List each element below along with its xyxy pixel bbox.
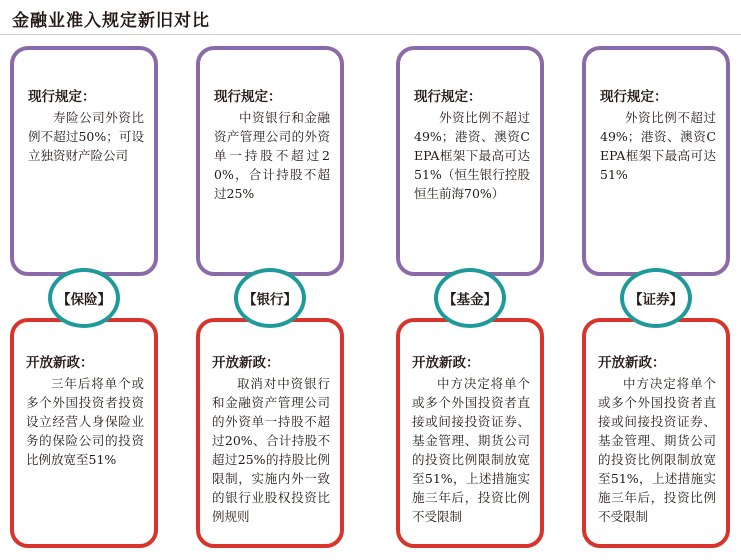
new-policy-label: 开放新政：	[26, 355, 94, 371]
category-label: 【基金】	[443, 292, 497, 308]
new-policy-card-insurance	[10, 318, 158, 548]
current-rule-label: 现行规定：	[214, 89, 282, 105]
new-policy-card-funds	[396, 318, 544, 548]
current-rule-card-banking	[196, 46, 344, 276]
category-label: 【银行】	[243, 292, 297, 308]
category-label: 【保险】	[57, 292, 111, 308]
current-rule-text: 寿险公司外资比例不超过50%；可设立独资财产险公司	[28, 110, 144, 163]
new-policy-text: 中方决定将单个或多个外国投资者直接或间接投资证券、基金管理、期货公司的投资比例限制放宽至51%，上述措施实施三年后，投资比例不受限制	[598, 376, 716, 524]
category-badge-securities	[620, 268, 692, 328]
current-rule-text: 中资银行和金融资产管理公司的外资单一持股不超过20%，合计持股不超过25%	[214, 110, 330, 201]
current-rule-card-insurance	[10, 46, 158, 276]
new-policy-label: 开放新政：	[212, 355, 280, 371]
current-rule-text: 外资比例不超过49%；港资、澳资CEPA框架下最高可达51%	[600, 110, 716, 182]
current-rule-label: 现行规定：	[414, 89, 482, 105]
category-label: 【证券】	[629, 292, 683, 308]
column-securities	[582, 0, 730, 560]
category-badge-banking	[234, 268, 306, 328]
category-badge-funds	[434, 268, 506, 328]
new-policy-text: 取消对中资银行和金融资产管理公司的外资单一持股不超过20%、合计持股不超过25%的持股比例限制，实施内外一致的银行业股权投资比例规则	[212, 376, 330, 524]
current-rule-text: 外资比例不超过49%；港资、澳资CEPA框架下最高可达51%（恒生银行控股恒生前海70%）	[414, 110, 530, 201]
new-policy-label: 开放新政：	[412, 355, 480, 371]
current-rule-card-funds	[396, 46, 544, 276]
column-insurance	[10, 0, 158, 560]
current-rule-label: 现行规定：	[28, 89, 96, 105]
column-funds	[396, 0, 544, 560]
page-title: 金融业准入规定新旧对比	[12, 11, 210, 31]
current-rule-label: 现行规定：	[600, 89, 668, 105]
column-banking	[196, 0, 344, 560]
new-policy-text: 中方决定将单个或多个外国投资者直接或间接投资证券、基金管理、期货公司的投资比例限制放宽至51%，上述措施实施三年后，投资比例不受限制	[412, 376, 530, 524]
current-rule-card-securities	[582, 46, 730, 276]
new-policy-card-securities	[582, 318, 730, 548]
new-policy-text: 三年后将单个或多个外国投资者投资设立经营人身保险业务的保险公司的投资比例放宽至51%	[26, 376, 144, 467]
category-badge-insurance	[48, 268, 120, 328]
new-policy-card-banking	[196, 318, 344, 548]
new-policy-label: 开放新政：	[598, 355, 666, 371]
